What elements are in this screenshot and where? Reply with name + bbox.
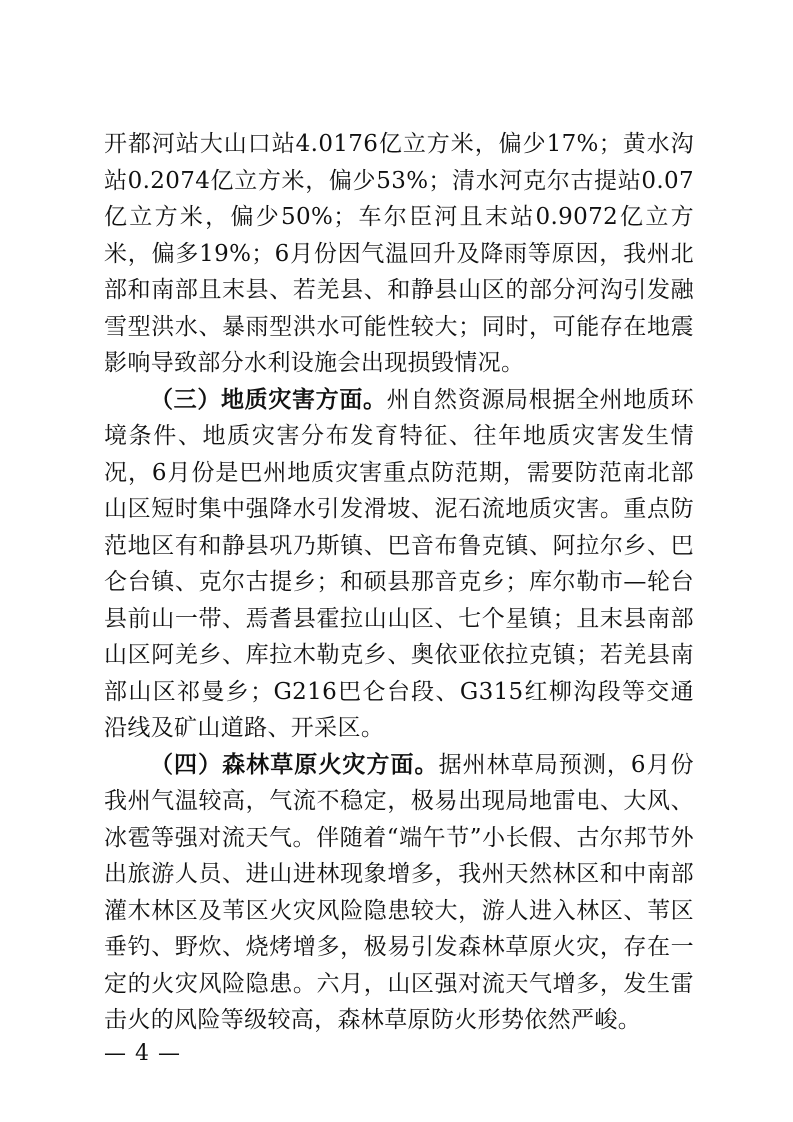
paragraph-text: 州自然资源局根据全州地质环境条件、地质灾害分布发育特征、往年地质灾害发生情况，6月份是巴州地质灾害重点防范期，需要防范南北部山区短时集中强降水引发滑坡、泥石流地质灾害。重点防范地区有和静县巩乃斯镇、巴音布鲁克镇、阿拉尔乡、巴仑台镇、克尔古提乡；和硕县那音克乡；库尔勒市—轮台县前山一带、焉耆县霍拉山山区、七个星镇；且末县南部山区阿羌乡、库拉木勒克乡、奥依亚依拉克镇；若羌县南部山区祁曼乡；G216巴仑台段、G315红柳沟段等交通沿线及矿山道路、开采区。 <box>104 386 694 741</box>
page-number: — 4 — <box>104 1041 181 1066</box>
paragraph-forest-fire <box>104 747 694 1039</box>
section-heading-geological: （三）地质灾害方面。 <box>150 385 387 413</box>
paragraph-text: 开都河站大山口站4.0176亿立方米，偏少17%；黄水沟站0.2074亿立方米，偏少53%；清水河克尔古提站0.07亿立方米，偏少50%；车尔臣河且末站0.9072亿立方米，偏多19%；6月份因气温回升及降雨等原因，我州北部和南部且末县、若羌县、和静县山区的部分河沟引发融雪型洪水、暴雨型洪水可能性较大；同时，可能存在地震影响导致部分水利设施会出现损毁情况。 <box>104 131 694 376</box>
paragraph-geological-hazards <box>104 382 694 747</box>
paragraph-text: 据州林草局预测，6月份我州气温较高，气流不稳定，极易出现局地雷电、大风、冰雹等强对流天气。伴随着“端午节”小长假、古尔邦节外出旅游人员、进山进林现象增多，我州天然林区和中南部灌木林区及苇区火灾风险隐患较大，游人进入林区、苇区垂钓、野炊、烧烤增多，极易引发森林草原火灾，存在一定的火灾风险隐患。六月，山区强对流天气增多，发生雷击火的风险等级较高，森林草原防火形势依然严峻。 <box>104 751 695 1033</box>
paragraph-water-runoff <box>104 126 694 382</box>
document-body <box>104 126 694 1039</box>
section-heading-forest-fire: （四）森林草原火灾方面。 <box>150 750 439 778</box>
